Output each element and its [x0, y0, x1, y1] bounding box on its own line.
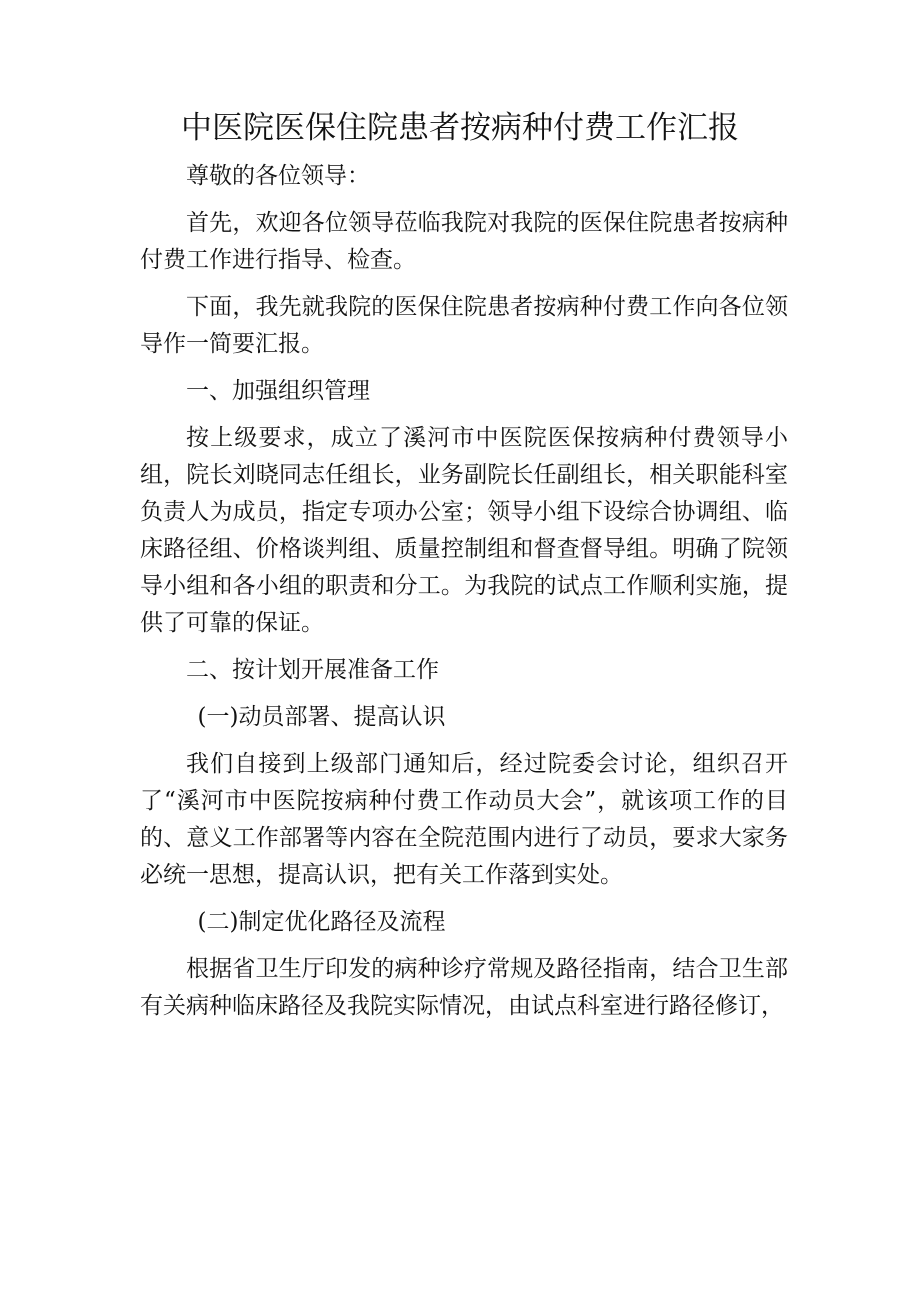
section-heading-2: 二、按计划开展准备工作: [186, 657, 439, 683]
paragraph-intro: 下面，我先就我院的医保住院患者按病种付费工作向各位领导作一简要汇报。: [140, 294, 788, 357]
paragraph-mobilization: 我们自接到上级部门通知后，经过院委会讨论，组织召开了“溪河市中医院按病种付费工作动员大会”，就该项工作的目的、意义工作部署等内容在全院范围内进行了动员，要求大家务必统一思想，提高认识，把有关工作落到实处。: [140, 751, 788, 888]
subsection-heading-2: (二)制定优化路径及流程: [197, 909, 446, 935]
paragraph-organization: 按上级要求，成立了溪河市中医院医保按病种付费领导小组，院长刘晓同志任组长，业务副院长任副组长，相关职能科室负责人为成员，指定专项办公室；领导小组下设综合协调组、临床路径组、价格谈判组、质量控制组和督查督导组。明确了院领导小组和各小组的职责和分工。为我院的试点工作顺利实施，提供了可靠的保证。: [140, 425, 788, 636]
document-body: [140, 158, 788, 1035]
section-heading-1: 一、加强组织管理: [186, 378, 370, 404]
subsection-heading-1: (一)动员部署、提高认识: [197, 704, 446, 730]
paragraph-pathway: 根据省卫生厅印发的病种诊疗常规及路径指南，结合卫生部有关病种临床路径及我院实际情况，由试点科室进行路径修订，: [140, 956, 788, 1019]
salutation: 尊敬的各位领导：: [186, 163, 370, 189]
document-title: 中医院医保住院患者按病种付费工作汇报: [181, 110, 739, 146]
paragraph-welcome: 首先，欢迎各位领导莅临我院对我院的医保住院患者按病种付费工作进行指导、检查。: [140, 210, 788, 273]
